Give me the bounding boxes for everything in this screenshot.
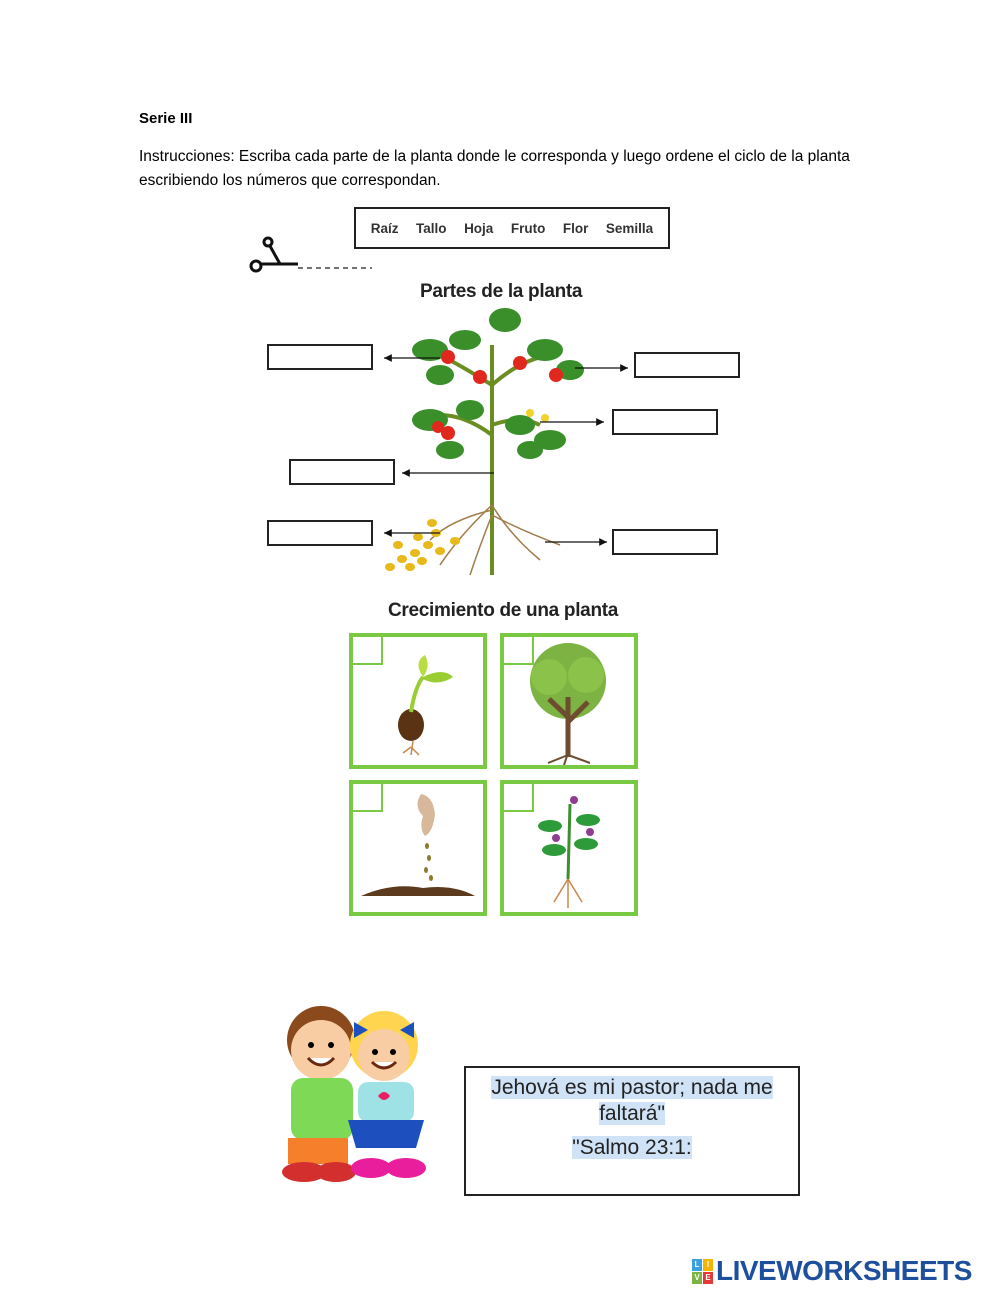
verse-reference: "Salmo 23:1: [572, 1136, 692, 1159]
label-arrows [0, 0, 1000, 600]
step-number-box[interactable] [353, 784, 383, 812]
answer-box-stem[interactable] [289, 459, 395, 485]
word-raiz[interactable]: Raíz [370, 220, 399, 236]
word-hoja[interactable]: Hoja [464, 220, 494, 236]
instructions-text: Instrucciones: Escriba cada parte de la planta donde le corresponda y luego ordene el ciclo de la planta escribiendo los números que correspondan. [139, 148, 850, 189]
word-tallo[interactable]: Tallo [416, 220, 447, 236]
growth-step-sprout [349, 633, 487, 769]
answer-box-seed[interactable] [267, 520, 373, 546]
liveworksheets-logo[interactable] [692, 1255, 972, 1287]
verse-line-1: Jehová es mi pastor; nada me [491, 1076, 773, 1099]
growth-step-young-plant [500, 780, 638, 916]
logo-mark-icon: L I V E [692, 1259, 713, 1284]
step-number-box[interactable] [504, 784, 534, 812]
step-number-box[interactable] [353, 637, 383, 665]
growth-title: Crecimiento de una planta [388, 600, 619, 621]
step-number-box[interactable] [504, 637, 534, 665]
logo-text: LIVEWORKSHEETS [716, 1255, 972, 1286]
word-semilla[interactable]: Semilla [605, 220, 654, 236]
bible-verse-box [464, 1066, 800, 1196]
word-flor[interactable]: Flor [562, 220, 589, 236]
word-fruto[interactable]: Fruto [510, 220, 546, 236]
verse-line-2: faltará" [599, 1102, 665, 1125]
growth-step-sowing [349, 780, 487, 916]
answer-box-root[interactable] [612, 529, 718, 555]
answer-box-fruit[interactable] [267, 344, 373, 370]
answer-box-leaf[interactable] [634, 352, 740, 378]
kids-illustration [266, 1000, 441, 1185]
answer-box-flower[interactable] [612, 409, 718, 435]
growth-step-tree [500, 633, 638, 769]
section-heading: Serie III [139, 110, 193, 127]
parts-title: Partes de la planta [420, 281, 583, 302]
